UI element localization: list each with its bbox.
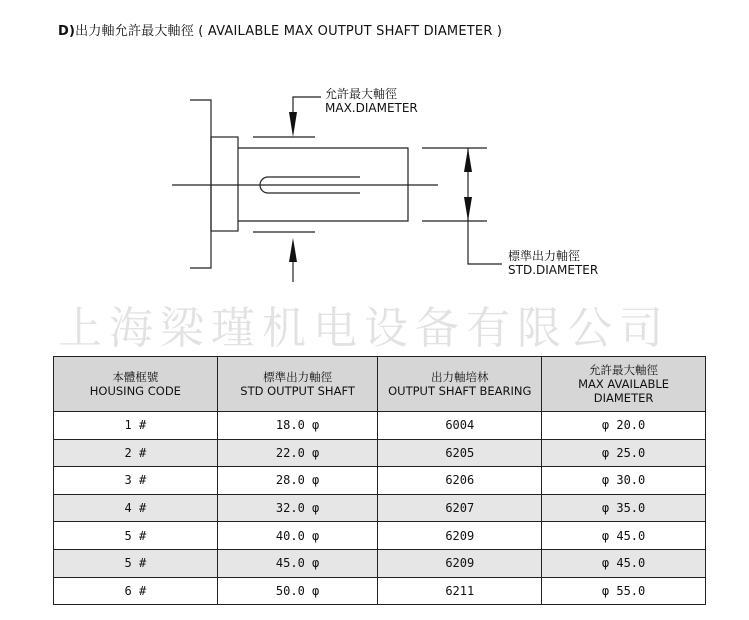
cell-housing-code: 1 # <box>54 412 218 440</box>
table-row <box>54 467 706 495</box>
max-diameter-label-cn: 允許最大軸徑 <box>325 87 398 101</box>
cell-std-shaft: 45.0 φ <box>217 549 378 577</box>
cell-std-shaft: 18.0 φ <box>217 412 378 440</box>
max-arrow-top <box>289 112 297 137</box>
table-header-row <box>54 357 706 412</box>
std-diameter-label <box>508 249 598 277</box>
heading-prefix: D) <box>58 24 76 39</box>
std-arrow-top <box>464 148 472 172</box>
heading-title-en: ( AVAILABLE MAX OUTPUT SHAFT DIAMETER ) <box>198 24 503 39</box>
std-arrow-bottom <box>464 197 472 221</box>
heading-title-cn: 出力軸允許最大軸徑 <box>75 24 194 39</box>
max-diameter-label <box>325 87 418 115</box>
max-leader-top <box>293 97 321 112</box>
cell-max-diameter: φ 55.0 <box>542 577 706 605</box>
header-cn: 標準出力軸徑 <box>263 370 333 384</box>
cell-housing-code: 5 # <box>54 549 218 577</box>
cell-std-shaft: 40.0 φ <box>217 522 378 550</box>
cell-bearing: 6209 <box>378 522 542 550</box>
max-arrow-bottom <box>289 238 297 262</box>
std-leader <box>468 221 502 264</box>
std-diameter-label-cn: 標準出力軸徑 <box>508 249 581 263</box>
cell-housing-code: 2 # <box>54 439 218 467</box>
cell-housing-code: 5 # <box>54 522 218 550</box>
table-row <box>54 549 706 577</box>
cell-housing-code: 4 # <box>54 494 218 522</box>
cell-std-shaft: 28.0 φ <box>217 467 378 495</box>
header-cn: 允許最大軸徑 <box>589 363 659 377</box>
cell-bearing: 6207 <box>378 494 542 522</box>
header-en: OUTPUT SHAFT BEARING <box>388 384 532 398</box>
housing-outline <box>190 100 211 268</box>
cell-bearing: 6211 <box>378 577 542 605</box>
header-cn: 本體框號 <box>112 370 159 384</box>
table-row <box>54 439 706 467</box>
std-diameter-label-en: STD.DIAMETER <box>508 263 599 277</box>
cell-max-diameter: φ 25.0 <box>542 439 706 467</box>
cell-max-diameter: φ 45.0 <box>542 522 706 550</box>
table-row <box>54 522 706 550</box>
header-cn: 出力軸培林 <box>431 370 489 384</box>
cell-max-diameter: φ 20.0 <box>542 412 706 440</box>
cell-bearing: 6209 <box>378 549 542 577</box>
header-housing-code <box>54 357 218 412</box>
cell-max-diameter: φ 30.0 <box>542 467 706 495</box>
header-output-shaft-bearing <box>378 357 542 412</box>
cell-bearing: 6004 <box>378 412 542 440</box>
table-row <box>54 494 706 522</box>
shaft-flange <box>211 137 238 231</box>
cell-bearing: 6205 <box>378 439 542 467</box>
header-en: MAX AVAILABLE <box>578 377 670 391</box>
cell-std-shaft: 32.0 φ <box>217 494 378 522</box>
watermark: 上海梁瑾机电设备有限公司 <box>58 303 670 354</box>
header-max-available-diameter <box>542 357 706 412</box>
shaft-diagram <box>0 0 749 300</box>
header-en: HOUSING CODE <box>89 384 181 398</box>
header-en: STD OUTPUT SHAFT <box>240 384 355 398</box>
cell-max-diameter: φ 35.0 <box>542 494 706 522</box>
cell-max-diameter: φ 45.0 <box>542 549 706 577</box>
cell-housing-code: 6 # <box>54 577 218 605</box>
cell-housing-code: 3 # <box>54 467 218 495</box>
cell-std-shaft: 50.0 φ <box>217 577 378 605</box>
cell-std-shaft: 22.0 φ <box>217 439 378 467</box>
header-std-output-shaft <box>217 357 378 412</box>
cell-bearing: 6206 <box>378 467 542 495</box>
table-row <box>54 412 706 440</box>
shaft-spec-table <box>53 356 706 605</box>
header-en-2: DIAMETER <box>593 391 654 405</box>
table-row <box>54 577 706 605</box>
max-diameter-label-en: MAX.DIAMETER <box>325 101 418 115</box>
